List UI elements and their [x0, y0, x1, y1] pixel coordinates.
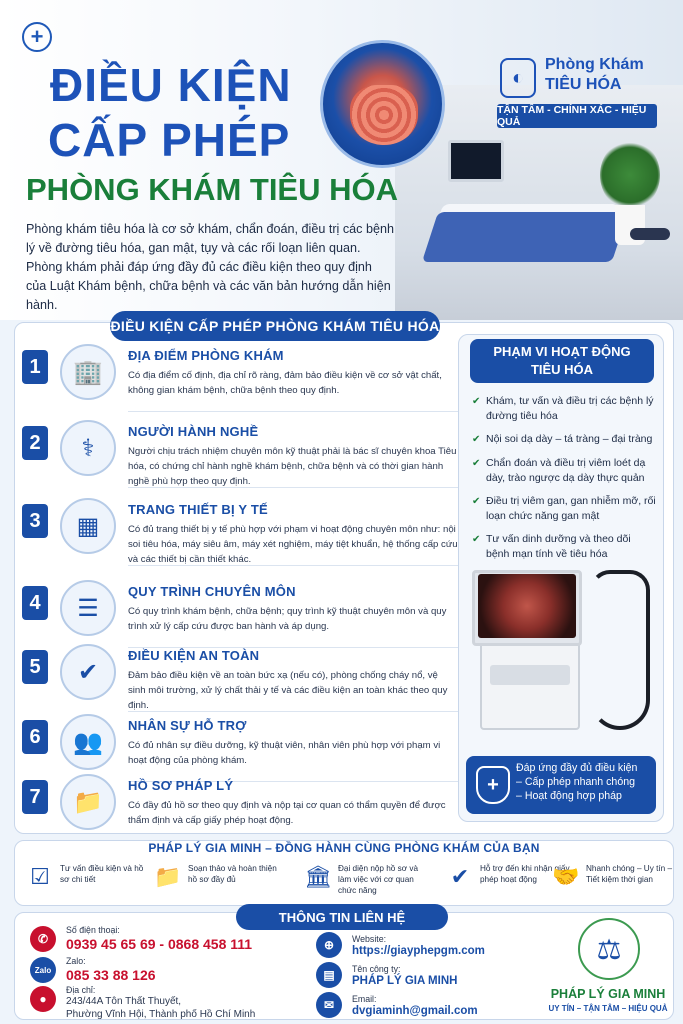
stomach-logo-icon: ◐	[500, 58, 536, 98]
phone-icon: ✆	[30, 926, 56, 952]
service-item	[24, 860, 144, 900]
condition-item	[22, 714, 452, 778]
service-text: Đại diện nộp hồ sơ và làm việc với cơ quan chức năng	[338, 864, 419, 895]
condition-title: NHÂN SỰ HỖ TRỢ	[128, 718, 247, 733]
scope-item: ✔ Chẩn đoán và điều trị viêm loét dạ dày, trào ngược dạ dày thực quản	[472, 456, 656, 486]
scope-item: ✔ Khám, tư vấn và điều trị các bệnh lý đường tiêu hóa	[472, 394, 656, 424]
condition-title: NGƯỜI HÀNH NGHỀ	[128, 424, 259, 439]
zalo-number[interactable]: 085 33 88 126	[66, 967, 156, 983]
address-line2: Phường Vĩnh Hội, Thành phố Hồ Chí Minh	[66, 1009, 256, 1020]
email-icon: ✉	[316, 992, 342, 1018]
service-text: Nhanh chóng – Uy tín – Tiết kiệm thời gian	[586, 864, 673, 884]
shield-check-icon: ✔	[60, 644, 116, 700]
endoscope-tube	[590, 570, 650, 730]
scope-item: ✔ Điều trị viêm gan, gan nhiễm mỡ, rối loạn chức năng gan mật	[472, 494, 656, 524]
cta-line1: Đáp ứng đầy đủ điều kiện	[516, 762, 638, 774]
government-building-icon: 🏛	[304, 864, 332, 889]
scope-title	[470, 339, 654, 383]
service-item	[550, 860, 673, 900]
website-label: Website:	[352, 934, 387, 944]
shield-check-icon: ✔	[450, 864, 470, 889]
page-title-line2: CẤP PHÉP	[48, 114, 291, 166]
page-subtitle: PHÒNG KHÁM TIÊU HÓA	[26, 172, 398, 207]
shield-plus-icon: +	[476, 766, 510, 804]
phone-number[interactable]: 0939 45 65 69 - 0868 458 111	[66, 936, 253, 952]
divider	[128, 711, 458, 712]
people-icon: 👥	[60, 714, 116, 770]
endoscopy-cart	[480, 640, 580, 730]
stool-image	[630, 228, 670, 240]
condition-title: QUY TRÌNH CHUYÊN MÔN	[128, 584, 296, 599]
contact-title: THÔNG TIN LIÊN HỆ	[236, 904, 448, 930]
scope-title-line2: TIÊU HÓA	[530, 362, 594, 377]
services-title: PHÁP LÝ GIA MINH – ĐỒNG HÀNH CÙNG PHÒNG KHÁM CỦA BẠN	[148, 841, 540, 855]
page-title-line1: ĐIỀU KIỆN	[50, 59, 292, 111]
scope-title-line1: PHẠM VI HOẠT ĐỘNG	[493, 344, 631, 359]
footer-logo-name: PHÁP LÝ GIA MINH	[550, 987, 666, 1001]
zalo-icon: Zalo	[30, 957, 56, 983]
address-line1: 243/44A Tôn Thất Thuyết,	[66, 996, 182, 1007]
cta-line2: – Cấp phép nhanh chóng	[516, 776, 635, 788]
condition-title: TRANG THIẾT BỊ Y TẾ	[128, 502, 268, 517]
company-building-icon: ▤	[316, 962, 342, 988]
plant-image	[600, 140, 660, 210]
website-link[interactable]: https://giayphepgm.com	[352, 945, 485, 957]
service-item	[444, 860, 570, 900]
condition-desc: Đảm bảo điều kiện về an toàn bức xạ (nếu có), phòng chống cháy nổ, vệ sinh môi trường, xử lý chất thải y tế và các điều kiện an toàn khác theo quy định.	[128, 670, 448, 711]
condition-number: 2	[22, 426, 48, 460]
company-name: PHÁP LÝ GIA MINH	[352, 975, 458, 987]
condition-desc: Có quy trình khám bệnh, chữa bệnh; quy trình kỹ thuật chuyên môn và quy trình xử lý cấp cứu được ban hành và áp dụng.	[128, 606, 447, 632]
condition-desc: Người chịu trách nhiệm chuyên môn kỹ thuật phải là bác sĩ chuyên khoa Tiêu hóa, có chứng chỉ hành nghề khám bệnh, chữa bệnh và có thời gian hành nghề phù hợp theo quy định.	[128, 446, 457, 487]
brand-line2: TIÊU HÓA	[545, 76, 622, 93]
divider	[128, 565, 458, 566]
condition-item	[22, 644, 452, 711]
folder-icon: 📁	[60, 774, 116, 830]
condition-number: 1	[22, 350, 48, 384]
handshake-icon: 🤝	[552, 864, 580, 889]
endoscopy-processor	[490, 665, 570, 685]
brand-line1: Phòng Khám	[545, 56, 644, 73]
phone-label: Số điện thoại:	[66, 925, 120, 935]
scales-of-justice-logo-icon: ⚖	[578, 918, 640, 980]
condition-number: 3	[22, 504, 48, 538]
intestine-illustration	[350, 85, 418, 145]
checklist-icon: ☑	[30, 864, 50, 889]
condition-number: 4	[22, 586, 48, 620]
medical-cross-icon: +	[22, 22, 52, 52]
footer-logo-slogan: UY TÍN – TẬN TÂM – HIỆU QUẢ	[548, 1004, 668, 1013]
condition-item	[22, 580, 452, 644]
condition-item	[22, 420, 457, 487]
condition-desc: Có đủ trang thiết bị y tế phù hợp với phạm vi hoạt động chuyên môn như: nội soi tiêu hóa, máy siêu âm, máy xét nghiệm, máy tiệt khuẩn, hệ thống cấp cứu và các thiết bị cần thiết khác.	[128, 524, 458, 565]
email-label: Email:	[352, 994, 377, 1004]
folder-icon: 📁	[154, 864, 182, 889]
condition-title: HỒ SƠ PHÁP LÝ	[128, 778, 234, 793]
divider	[128, 411, 458, 412]
condition-number: 6	[22, 720, 48, 754]
brand-tagline: TẬN TÂM - CHÍNH XÁC - HIỆU QUẢ	[497, 104, 657, 128]
intro-paragraph: Phòng khám tiêu hóa là cơ sở khám, chẩn đoán, điều trị các bệnh lý về đường tiêu hóa, gan mật, tụy và các rối loạn liên quan. Phòng khám phải đáp ứng đầy đủ các điều kiện theo quy định của Luật Khám bệnh, chữa bệnh và các văn bản hướng dẫn hiện hành.	[26, 222, 394, 312]
service-text: Tư vấn điều kiện và hồ sơ chi tiết	[60, 864, 144, 884]
globe-icon: ⊕	[316, 932, 342, 958]
service-text: Soạn thảo và hoàn thiện hồ sơ đầy đủ	[188, 864, 277, 884]
service-text: Hỗ trợ đến khi nhận giấy phép hoạt động	[480, 864, 570, 884]
endoscopy-monitor	[448, 140, 504, 182]
service-item	[152, 860, 277, 900]
address-label: Địa chỉ:	[66, 985, 96, 995]
zalo-label: Zalo:	[66, 956, 86, 966]
condition-desc: Có đầy đủ hồ sơ theo quy định và nộp tại cơ quan có thẩm quyền để được thẩm định và cấp giấy phép hoạt động.	[128, 800, 446, 826]
divider	[128, 487, 458, 488]
cta-text	[516, 761, 656, 803]
company-label: Tên công ty:	[352, 964, 401, 974]
condition-desc: Có đủ nhân sự điều dưỡng, kỹ thuật viên, nhân viên phù hợp với phạm vi hoạt động của phòng khám.	[128, 740, 441, 766]
condition-title: ĐỊA ĐIỂM PHÒNG KHÁM	[128, 348, 284, 363]
cta-line3: – Hoạt động hợp pháp	[516, 790, 622, 802]
clipboard-icon: ☰	[60, 580, 116, 636]
condition-item	[22, 498, 458, 565]
scope-item: ✔ Tư vấn dinh dưỡng và theo dõi bệnh mạn tính về tiêu hóa	[472, 532, 656, 562]
email-link[interactable]: dvgiaminh@gmail.com	[352, 1005, 478, 1017]
condition-number: 5	[22, 650, 48, 684]
condition-title: ĐIỀU KIỆN AN TOÀN	[128, 648, 260, 663]
conditions-title: ĐIỀU KIỆN CẤP PHÉP PHÒNG KHÁM TIÊU HÓA	[110, 311, 440, 341]
condition-desc: Có địa điểm cố định, địa chỉ rõ ràng, đảm bảo điều kiện về cơ sở vật chất, không gian khám bệnh, chữa bệnh theo quy định.	[128, 370, 442, 396]
endoscopy-screen	[478, 574, 576, 638]
scope-item: ✔ Nội soi dạ dày – tá tràng – đại tràng	[472, 432, 656, 447]
exam-bed	[422, 212, 628, 262]
doctor-icon: ⚕	[60, 420, 116, 476]
condition-number: 7	[22, 780, 48, 814]
condition-item	[22, 344, 452, 408]
service-item	[302, 860, 422, 900]
location-pin-icon: ●	[30, 986, 56, 1012]
condition-item	[22, 774, 452, 838]
monitor-chart-icon: ▦	[60, 498, 116, 554]
building-location-icon: 🏢	[60, 344, 116, 400]
